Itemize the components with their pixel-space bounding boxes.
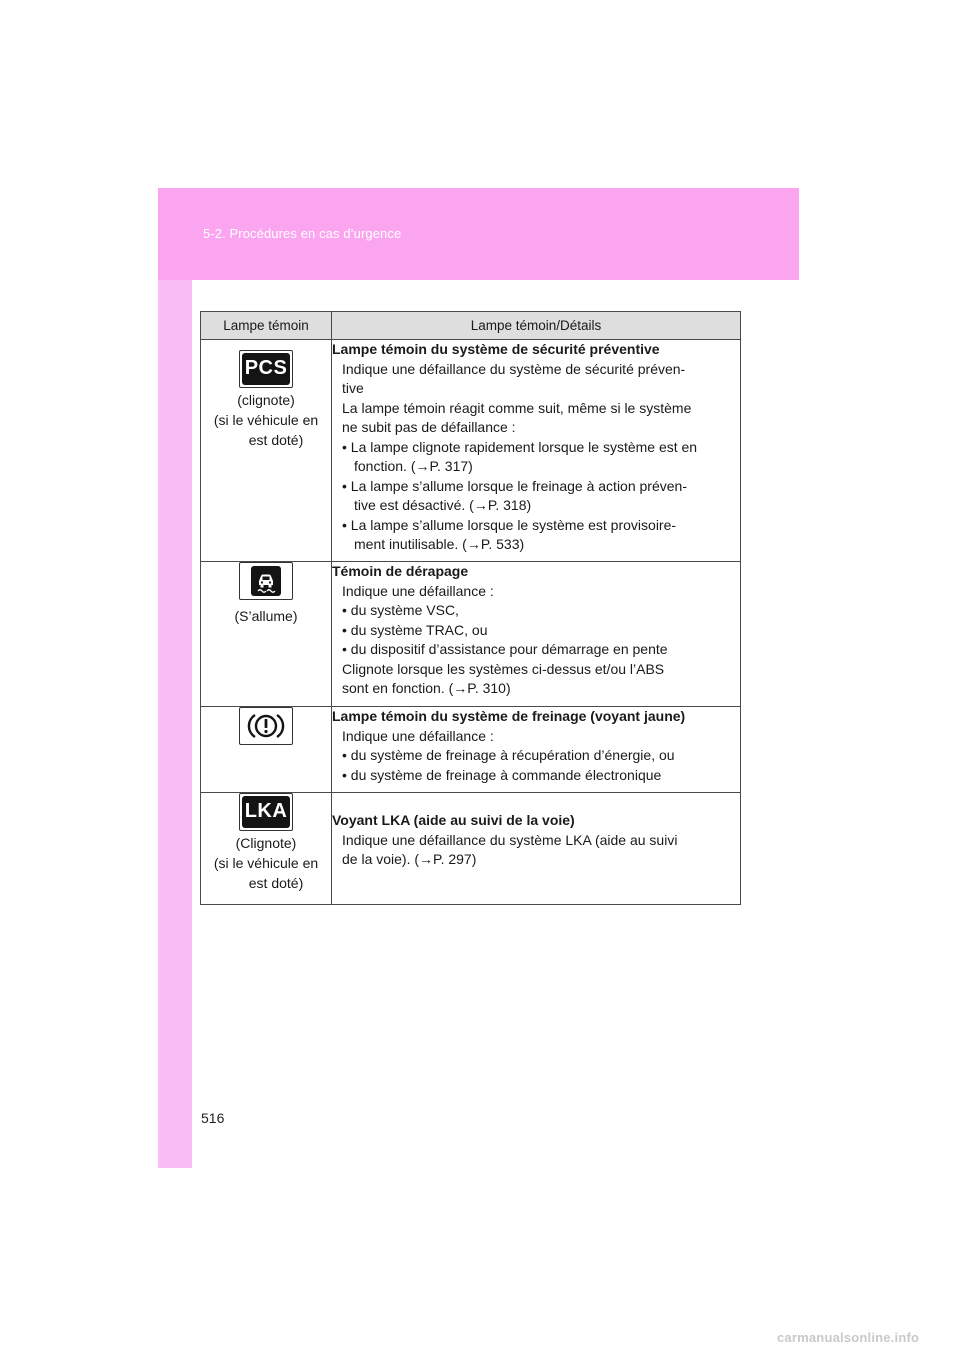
page-number: 516 [201, 1110, 225, 1126]
detail-line: ne subit pas de défaillance : [342, 419, 516, 435]
table-row-skid [201, 562, 741, 707]
bullet-line: • La lampe s’allume lorsque le système est provisoire- [342, 516, 677, 533]
detail-line: sont en fonction. (→P. 310) [342, 680, 511, 696]
side-strip [158, 188, 192, 1168]
table-row-brake [201, 707, 741, 793]
details-cell [332, 562, 741, 707]
lka-icon: LKA [239, 793, 293, 831]
detail-line: Clignote lorsque les systèmes ci-dessus et/ou l’ABS [342, 660, 665, 677]
lamp-caption: (Clignote) [235, 835, 297, 851]
lamp-cell [201, 707, 332, 793]
lamp-caption: (si le véhicule en [213, 855, 319, 871]
detail-line: La lampe témoin réagit comme suit, même si le système [342, 399, 692, 416]
lamp-caption: (S’allume) [234, 607, 298, 624]
lamp-caption: est doté) [248, 875, 304, 891]
column-header-details: Lampe témoin/Détails [332, 312, 741, 340]
lamp-title: Lampe témoin du système de sécurité préventive [332, 341, 660, 357]
lamp-cell [201, 793, 332, 905]
detail-line: Indique une défaillance : [342, 582, 494, 599]
warning-lamp-table [200, 311, 741, 905]
bullet-line: • La lampe clignote rapidement lorsque le système est en [342, 438, 698, 455]
detail-line: • du système de freinage à récupération d’énergie, ou [342, 747, 675, 763]
detail-line: • du système VSC, [342, 602, 459, 618]
table-header-row [201, 312, 741, 340]
column-header-lamp: Lampe témoin [201, 312, 332, 340]
detail-line: • du système de freinage à commande électronique [342, 766, 662, 783]
details-cell [332, 707, 741, 793]
lamp-cell [201, 562, 332, 707]
brake-warning-icon [239, 707, 293, 745]
detail-line: Indique une défaillance : [342, 727, 494, 744]
detail-line: • du dispositif d’assistance pour démarrage en pente [342, 641, 668, 657]
bullet-continuation: fonction. (→P. 317) [354, 458, 473, 474]
lamp-title: Témoin de dérapage [332, 563, 469, 579]
detail-line: de la voie). (→P. 297) [342, 851, 477, 868]
pcs-icon: PCS [239, 350, 293, 388]
details-cell [332, 340, 741, 562]
details-cell [332, 793, 741, 905]
lamp-caption: (clignote) [237, 392, 295, 408]
section-title: 5-2. Procédures en cas d’urgence [203, 226, 402, 241]
lamp-title: Lampe témoin du système de freinage (voyant jaune) [332, 708, 686, 724]
bullet-line: • La lampe s’allume lorsque le freinage à action préven- [342, 477, 687, 494]
table-row-lka [201, 793, 741, 905]
detail-line: Indique une défaillance du système LKA (aide au suivi [342, 831, 678, 848]
lamp-caption: (si le véhicule en [213, 412, 319, 428]
bullet-continuation: ment inutilisable. (→P. 533) [354, 536, 525, 552]
watermark: carmanualsonline.info [777, 1330, 920, 1345]
skid-indicator-icon [239, 562, 293, 600]
lamp-title: Voyant LKA (aide au suivi de la voie) [332, 812, 575, 829]
detail-line: tive [342, 380, 364, 396]
detail-line: Indique une défaillance du système de sécurité préven- [342, 360, 686, 377]
bullet-continuation: tive est désactivé. (→P. 318) [354, 497, 532, 513]
table-row-pcs [201, 340, 741, 562]
detail-line: • du système TRAC, ou [342, 621, 488, 638]
lamp-cell [201, 340, 332, 562]
lamp-caption: est doté) [248, 432, 304, 448]
